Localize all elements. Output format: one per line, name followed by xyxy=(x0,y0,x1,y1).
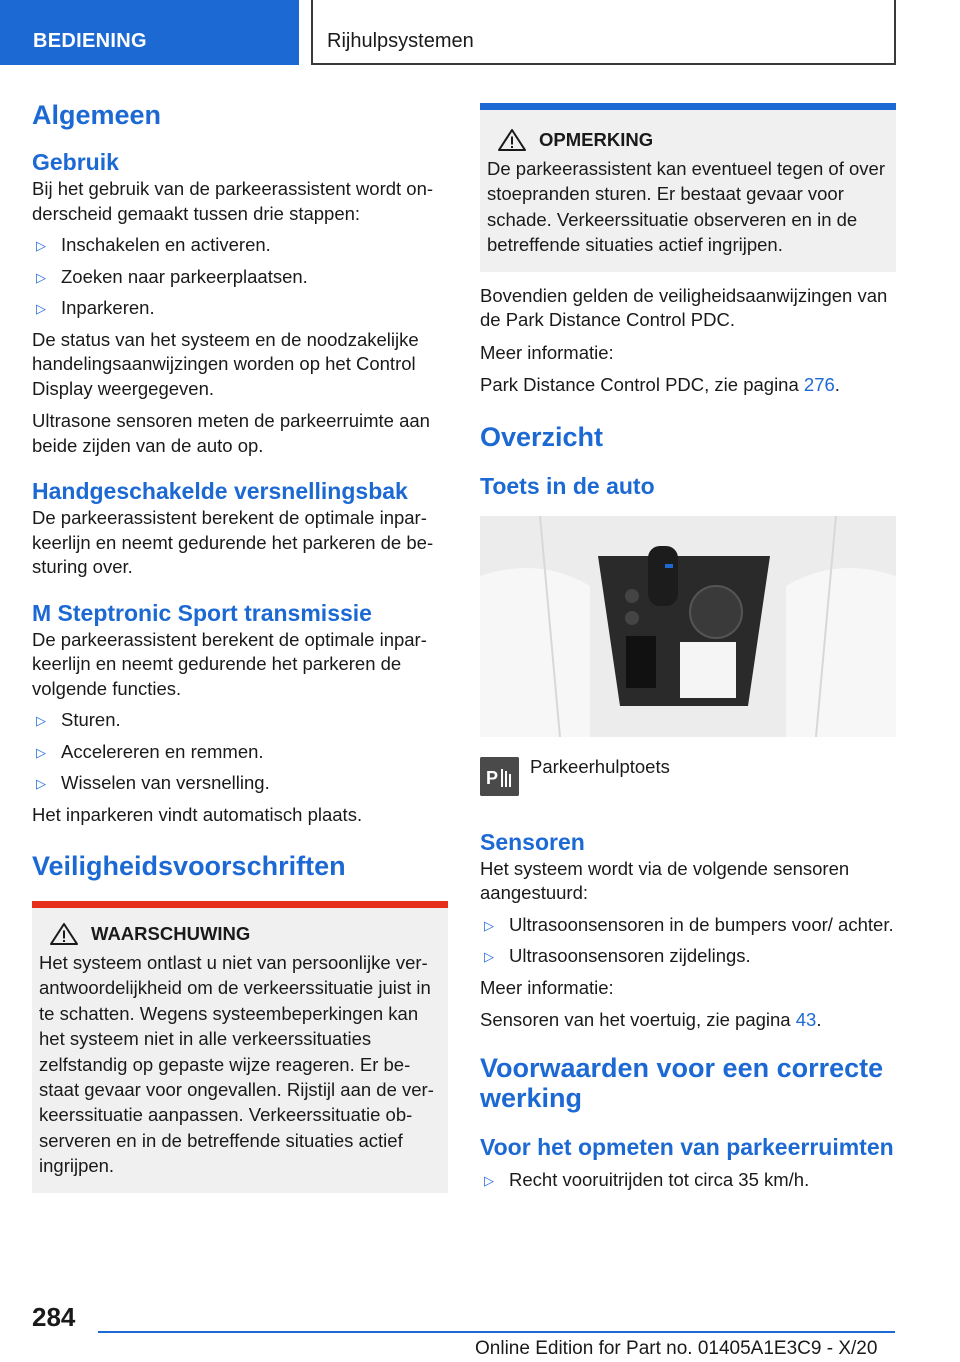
paragraph-meer-info-2: Meer informatie: xyxy=(480,976,614,998)
heading-handgeschakeld: Handgeschakelde versnellingsbak xyxy=(32,478,408,504)
list-bullet-triangle-icon: ▷ xyxy=(36,713,46,728)
heading-veiligheid: Veiligheidsvoorschriften xyxy=(32,851,346,881)
paragraph-gebruik: Bij het gebruik van de parkeerassistent wordt onderscheid gemaakt tussen drie stappen: xyxy=(32,178,434,224)
list-item: ▷ Wisselen van versnelling. xyxy=(32,771,448,796)
center-console-illustration xyxy=(480,516,896,737)
warning-triangle-icon xyxy=(49,922,79,946)
button-legend-label: Parkeerhulptoets xyxy=(530,755,670,777)
chapter-tab-label: Rijhulpsystemen xyxy=(327,30,474,52)
left-column xyxy=(32,98,448,1193)
section-tab xyxy=(0,0,299,65)
paragraph-meer-info-1: Meer informatie: xyxy=(480,341,614,363)
list-bullet-triangle-icon: ▷ xyxy=(36,238,46,253)
page-number: 284 xyxy=(32,1302,76,1332)
list-item: ▷ Ultrasoonsensoren in de bumpers voor/ achter. xyxy=(480,913,896,938)
svg-text:P: P xyxy=(486,767,499,788)
heading-toets: Toets in de auto xyxy=(480,472,655,499)
heading-sensoren: Sensoren xyxy=(480,828,585,855)
heading-gebruik: Gebruik xyxy=(32,149,119,175)
notice-text: De parkeerassistent kan eventueel tegen of over stoepranden sturen. Er bestaat gevaar voor schade. Verkeerssituatie observeren en in de betreffende situaties actief ingrijpen. xyxy=(487,158,885,256)
list-item: ▷ Inparkeren. xyxy=(32,296,448,321)
paragraph-pdc-reference: Park Distance Control PDC, zie pagina 276. xyxy=(480,374,840,396)
park-assist-button-icon xyxy=(480,757,519,796)
heading-algemeen: Algemeen xyxy=(32,100,162,130)
right-column xyxy=(480,103,896,1192)
paragraph-pdc: Bovendien gelden de veiligheidsaanwijzingen van de Park Distance Control PDC. xyxy=(480,284,888,331)
heading-opmeten: Voor het opmeten van parkeerruimten xyxy=(480,1133,894,1160)
heading-steptronic: M Steptronic Sport transmissie xyxy=(32,599,372,626)
paragraph-handgeschakeld: De parkeerassistent berekent de optimale inparkeerlijn en neemt gedurende het parkeren de besturing over. xyxy=(32,507,434,577)
gear-selector-photo xyxy=(480,516,896,737)
list-item: ▷ Ultrasoonsensoren zijdelings. xyxy=(480,944,896,969)
list-item: ▷ Accelereren en remmen. xyxy=(32,740,448,765)
paragraph-steptronic: De parkeerassistent berekent de optimale inparkeerlijn en neemt gedurende het parkeren de volgende functies. xyxy=(32,628,427,699)
paragraph-automatisch: Het inparkeren vindt automatisch plaats. xyxy=(32,803,363,825)
list-item: ▷ Inschakelen en activeren. xyxy=(32,233,448,258)
list-item: ▷ Sturen. xyxy=(32,708,448,733)
list-bullet-triangle-icon: ▷ xyxy=(36,776,46,791)
page-link-43[interactable]: 43 xyxy=(795,1009,817,1031)
heading-voorwaarden: Voorwaarden voor een correcte werking xyxy=(480,1052,884,1113)
functions-list xyxy=(32,708,448,796)
list-bullet-triangle-icon: ▷ xyxy=(484,917,494,933)
warning-title: WAARSCHUWING xyxy=(91,923,251,944)
paragraph-status: De status van het systeem en de noodzakelijke handelingsaanwijzingen worden op het Control Display weergegeven. xyxy=(32,328,419,399)
conditions-list xyxy=(480,1168,896,1193)
notice-box xyxy=(480,103,896,272)
notice-title: OPMERKING xyxy=(539,129,654,150)
list-bullet-triangle-icon: ▷ xyxy=(484,1172,494,1188)
paragraph-ultrasoon: Ultrasone sensoren meten de parkeerruimte aan beide zijden van de auto op. xyxy=(32,410,430,456)
list-bullet-triangle-icon: ▷ xyxy=(484,949,494,965)
button-legend xyxy=(480,757,896,796)
chapter-tab xyxy=(311,0,896,65)
paragraph-sensoren: Het systeem wordt via de volgende sensoren aangestuurd: xyxy=(480,857,850,904)
warning-header xyxy=(39,922,441,946)
edition-note: Online Edition for Part no. 01405A1E3C9 - X/20 xyxy=(475,1338,878,1359)
sensors-list xyxy=(480,913,896,969)
page-link-276[interactable]: 276 xyxy=(803,374,835,396)
list-bullet-triangle-icon: ▷ xyxy=(36,269,46,285)
footer-divider xyxy=(98,1331,895,1333)
list-item: ▷ Recht vooruitrijden tot circa 35 km/h. xyxy=(480,1168,896,1193)
section-tab-label: BEDIENING xyxy=(33,30,147,52)
steps-list xyxy=(32,233,448,321)
warning-text: Het systeem ontlast u niet van persoonlijke verantwoordelijkheid om de verkeerssituatie juist in te schatten. Wegens systeembeperkingen kan het systeem niet in alle verkeerssituaties zelfstandig op gepaste wijze reageren. Er bestaat gevaar voor ongevallen. Rijstijl aan de verkeerssituatie aanpassen. Verkeerssituatie observeren en in de betreffende situaties actief ingrijpen. xyxy=(39,952,434,1177)
list-item: ▷ Zoeken naar parkeerplaatsen. xyxy=(32,265,448,290)
list-bullet-triangle-icon: ▷ xyxy=(36,744,46,760)
notice-header xyxy=(487,128,889,152)
list-bullet-triangle-icon: ▷ xyxy=(36,301,46,316)
paragraph-sensor-reference: Sensoren van het voertuig, zie pagina 43. xyxy=(480,1009,822,1031)
heading-overzicht: Overzicht xyxy=(480,421,604,452)
warning-box xyxy=(32,901,448,1193)
warning-triangle-icon xyxy=(497,128,527,152)
